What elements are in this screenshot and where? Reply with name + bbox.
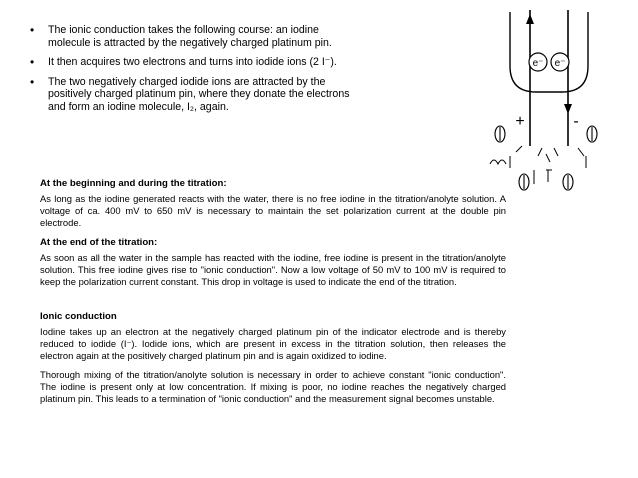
bullet-text: It then acquires two electrons and turns into iodide ions (2 I⁻). [48, 56, 337, 69]
section-heading: At the end of the titration: [40, 237, 158, 248]
bullet-text: The two negatively charged iodide ions are attracted by the positively charged platinum pin, where they donate the electrons and form an iodine molecule, I₂, again. [48, 75, 350, 113]
arrow-up-icon [526, 14, 534, 24]
electron-label: e⁻ [532, 58, 544, 69]
electron-label: e⁻ [554, 58, 566, 69]
section-titration-end [40, 237, 506, 287]
section-ionic-conduction [40, 311, 506, 405]
bullet-text: The ionic conduction takes the following course: an iodine molecule is attracted by the negatively charged platinum pin. [48, 24, 332, 49]
minus-sign: - [573, 113, 579, 130]
section-paragraph: Thorough mixing of the titration/anolyte solution is necessary in order to achieve constant "ionic conduction". The iodine is present only at low concentration. If mixing is poor, no iodine reaches the negatively charged platinum pin. This leads to a termination of "ionic conduction" and the measurement signal becomes unstable. [40, 369, 506, 404]
bullet-dot: • [30, 74, 35, 89]
section-heading: Ionic conduction [40, 311, 117, 322]
electrode-diagram [480, 6, 630, 196]
bullet-item [30, 56, 360, 69]
electron-left [529, 53, 547, 71]
section-titration-start [40, 178, 506, 228]
section-paragraph: As long as the iodine generated reacts with the water, there is no free iodine in the titration/anolyte solution. A voltage of ca. 400 mV to 650 mV is necessary to maintain the set polarization current at the double pin electrode. [40, 193, 506, 228]
bullet-dot: • [30, 55, 35, 70]
electron-right [551, 53, 569, 71]
section-paragraph: As soon as all the water in the sample has reacted with the iodine, free iodine is present in the titration/anolyte solution. This free iodine gives rise to "ionic conduction". Now a low voltage of 50 mV to 100 mV is required to keep the polarization current constant. This drop in voltage is used to indicate the end of the titration. [40, 252, 506, 287]
plus-sign: + [515, 113, 525, 130]
section-heading: At the beginning and during the titration: [40, 178, 227, 189]
bullet-item [30, 76, 360, 114]
arrow-down-icon [564, 104, 572, 114]
iodide-ion-icon [490, 160, 506, 164]
electrode-body-outline [510, 12, 588, 92]
bullet-list [30, 24, 360, 121]
section-paragraph: Iodine takes up an electron at the negatively charged platinum pin of the indicator electrode and is thereby reduced to iodide (I⁻). Iodide ions, which are present in excess in the titration solution, then releases the electron again at the positively charged platinum pin and is again oxidized to iodine. [40, 326, 506, 361]
bullet-item [30, 24, 360, 49]
bullet-dot: • [30, 23, 35, 37]
